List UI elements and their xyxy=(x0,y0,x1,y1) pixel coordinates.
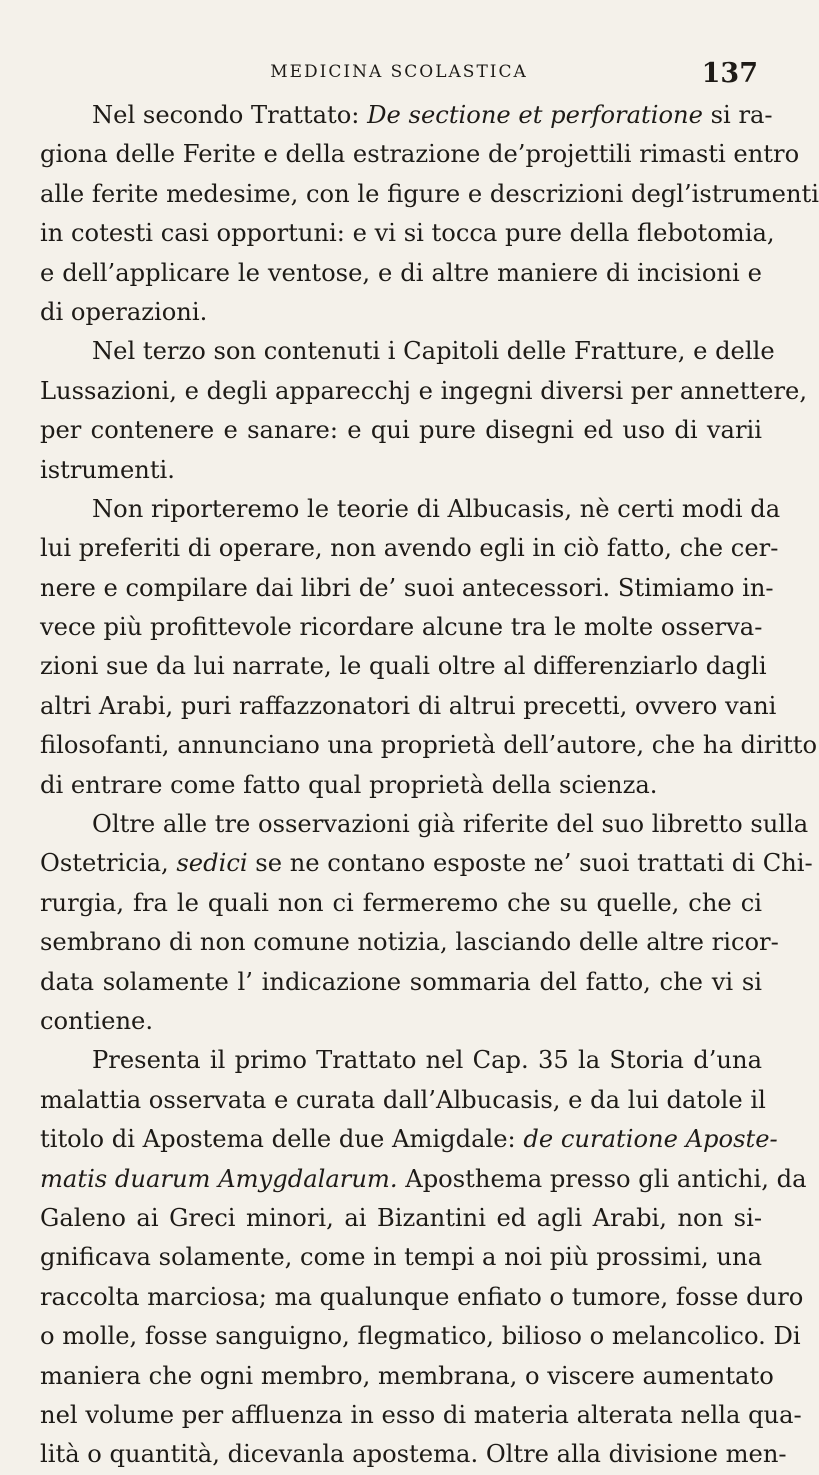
text-segment: o molle, fosse sanguigno, flegmatico, bilioso o melancolico. Di xyxy=(40,1322,801,1351)
italic-text: sedici xyxy=(176,849,248,878)
text-segment: lui preferiti di operare, non avendo egli in ciò fatto, che cer- xyxy=(40,534,779,563)
page-header xyxy=(40,58,758,92)
text-segment: malattia osservata e curata dall’Albucasis, e da lui datole il xyxy=(40,1085,766,1114)
page-number: 137 xyxy=(701,58,758,89)
text-line xyxy=(40,569,774,608)
text-line xyxy=(40,529,779,568)
text-segment: zioni sue da lui narrate, le quali oltre al differenziarlo dagli xyxy=(40,652,767,681)
text-segment: Aposthema presso gli antichi, da xyxy=(397,1164,807,1193)
italic-text: de curatione Aposte- xyxy=(523,1125,778,1154)
text-segment: istrumenti. xyxy=(40,455,175,484)
text-line xyxy=(40,214,775,253)
text-segment: Nel secondo Trattato: xyxy=(92,101,368,129)
text-segment: nel volume per affluenza in esso di materia alterata nella qua- xyxy=(40,1400,802,1429)
text-line xyxy=(40,884,762,923)
text-line xyxy=(40,726,818,765)
text-line xyxy=(40,372,808,411)
text-segment: Ostetricia, xyxy=(40,849,177,878)
text-line xyxy=(40,963,762,1002)
text-line xyxy=(40,844,813,883)
text-line xyxy=(40,490,781,529)
text-segment: giona delle Ferite e della estrazione de’projettili rimasti entro xyxy=(40,140,800,169)
body-text xyxy=(40,96,819,1475)
text-segment: vece più profittevole ricordare alcune tra le molte osserva- xyxy=(40,613,763,642)
text-line xyxy=(40,1081,766,1120)
text-line xyxy=(40,1357,774,1396)
text-segment: Oltre alle tre osservazioni già riferite del suo libretto sulla xyxy=(92,810,809,839)
text-segment: Presenta il primo Trattato nel Cap. 35 la Storia d’una xyxy=(92,1046,762,1075)
italic-text: matis duarum Amygdalarum. xyxy=(40,1164,398,1193)
text-line xyxy=(40,332,775,371)
text-segment: nere e compilare dai libri de’ suoi antecessori. Stimiamo in- xyxy=(40,573,774,602)
text-line xyxy=(40,1238,762,1277)
text-line xyxy=(40,1041,762,1080)
text-line xyxy=(40,1160,807,1199)
text-segment: per contenere e sanare: e qui pure disegni ed uso di varii xyxy=(40,416,762,445)
text-line xyxy=(40,766,762,805)
text-line xyxy=(40,411,762,450)
text-segment: Nel terzo son contenuti i Capitoli delle Fratture, e delle xyxy=(92,337,775,366)
text-segment: raccolta marciosa; ma qualunque enfiato o tumore, fosse duro xyxy=(40,1282,804,1311)
text-segment: e dell’applicare le ventose, e di altre maniere di incisioni e xyxy=(40,258,762,287)
text-segment: filosofanti, annunciano una proprietà dell’autore, che ha diritto xyxy=(40,731,818,760)
text-line xyxy=(40,254,762,293)
text-line xyxy=(40,1002,762,1041)
text-line xyxy=(40,1120,778,1159)
text-segment: rurgia, fra le quali non ci fermeremo che su quelle, che ci xyxy=(40,888,762,917)
text-line xyxy=(40,1396,802,1435)
text-line xyxy=(40,805,809,844)
text-line xyxy=(40,1199,762,1238)
text-line xyxy=(40,1278,804,1317)
text-line xyxy=(40,923,779,962)
text-line xyxy=(40,1435,787,1474)
text-segment: titolo di Apostema delle due Amigdale: xyxy=(40,1125,524,1154)
text-segment: altri Arabi, puri raffazzonatori di altrui precetti, ovvero vani xyxy=(40,691,777,720)
text-segment: si ra- xyxy=(702,101,773,129)
text-line xyxy=(40,451,762,490)
text-segment: se ne contano esposte ne’ suoi trattati di Chi- xyxy=(247,849,813,878)
text-line xyxy=(40,293,762,332)
text-segment: data solamente l’ indicazione sommaria del fatto, che vi si xyxy=(40,967,762,996)
text-segment: maniera che ogni membro, membrana, o viscere aumentato xyxy=(40,1361,774,1390)
text-segment: in cotesti casi opportuni: e vi si tocca pure della flebotomia, xyxy=(40,219,775,248)
text-line xyxy=(40,1317,801,1356)
italic-text: De sectione et perforatione xyxy=(367,101,703,129)
text-segment: contiene. xyxy=(40,1006,154,1035)
text-segment: Lussazioni, e degli apparecchj e ingegni diversi per annettere, xyxy=(40,376,808,405)
text-line xyxy=(40,687,777,726)
text-segment: di operazioni. xyxy=(40,297,208,326)
text-line xyxy=(40,175,819,214)
text-line xyxy=(40,135,800,174)
text-segment: di entrare come fatto qual proprietà della scienza. xyxy=(40,770,658,799)
text-segment: gnificava solamente, come in tempi a noi più prossimi, una xyxy=(40,1243,762,1272)
text-line xyxy=(40,647,767,686)
text-segment: alle ferite medesime, con le figure e descrizioni degl’istrumenti xyxy=(40,179,819,208)
text-segment: Galeno ai Greci minori, ai Bizantini ed agli Arabi, non si- xyxy=(40,1203,762,1232)
text-line xyxy=(40,608,762,647)
running-title: MEDICINA SCOLASTICA xyxy=(270,62,528,82)
text-segment: Non riporteremo le teorie di Albucasis, nè certi modi da xyxy=(92,494,781,523)
text-segment: sembrano di non comune notizia, lasciando delle altre ricor- xyxy=(40,928,779,957)
text-segment: lità o quantità, dicevanla apostema. Oltre alla divisione men- xyxy=(40,1440,787,1469)
text-line xyxy=(40,96,773,135)
